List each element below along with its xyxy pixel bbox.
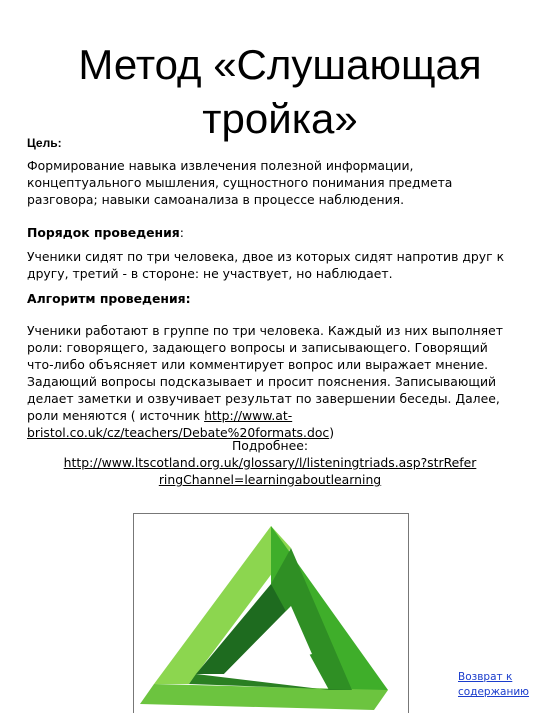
- more-link[interactable]: http://www.ltscotland.org.uk/glossary/l/listeningtriads.asp?strReferringChannel=learningaboutlearning: [63, 455, 477, 487]
- page-title: Метод «Слушающая тройка»: [78, 41, 482, 142]
- triangle-figure-frame: [133, 513, 409, 713]
- procedure-colon: :: [179, 225, 184, 240]
- goal-label: Цель:: [27, 136, 62, 150]
- goal-text: Формирование навыка извлечения полезной информации, концептуального мышления, сущностного понимания предмета разговора; навыки самоанализа в процессе наблюдения.: [27, 158, 453, 207]
- algorithm-text: Ученики работают в группе по три человека. Каждый из них выполняет роли: говорящего, задающего вопросы и записывающего. Говорящий что-либо объясняет или комментирует вопрос или выражает мнение. Задающий вопросы подсказывает и просит пояснения. Записывающий делает заметки и озвучивает результат по завершении беседы. Далее, роли меняются ( источник: [27, 323, 503, 423]
- algorithm-heading: Алгоритм проведения:: [27, 291, 191, 306]
- penrose-triangle-image: [134, 514, 408, 713]
- procedure-heading-line: [27, 224, 517, 241]
- back-to-contents-link[interactable]: Возврат к содержанию: [458, 671, 530, 698]
- source-close: ): [329, 425, 335, 440]
- more-label: Подробнее:: [231, 438, 309, 453]
- source-link[interactable]: http://www.at-bristol.co.uk/cz/teachers/Debate%20formats.doc: [27, 408, 330, 440]
- procedure-text: Ученики сидят по три человека, двое из которых сидят напротив друг к другу, третий - в стороне: не участвует, но наблюдает.: [27, 249, 505, 281]
- more-info-block: [40, 437, 500, 488]
- algorithm-text-block: [27, 322, 517, 441]
- procedure-heading: Порядок проведения: [27, 225, 180, 240]
